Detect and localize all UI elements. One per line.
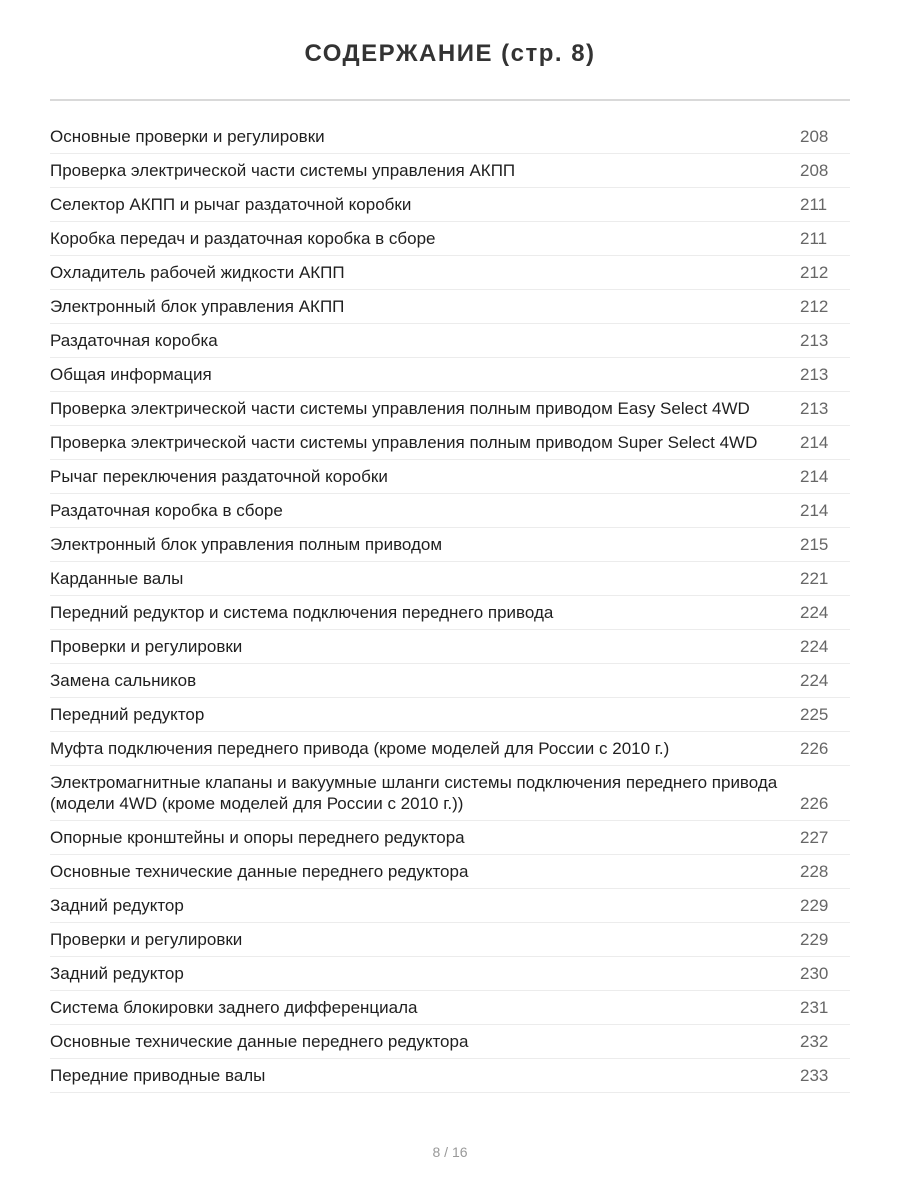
toc-entry[interactable] xyxy=(50,630,850,664)
toc-entry-title: Задний редуктор xyxy=(50,896,184,915)
toc-entry-page: 230 xyxy=(800,964,829,983)
toc-entry-title: Электронный блок управления полным приводом xyxy=(50,535,443,554)
toc-entry-page: 208 xyxy=(800,161,829,180)
toc-entry-title: Селектор АКПП и рычаг раздаточной коробки xyxy=(50,195,412,214)
toc-entry[interactable] xyxy=(50,392,850,426)
toc-entry-title: Основные технические данные переднего редуктора xyxy=(50,1032,469,1051)
toc-entry[interactable] xyxy=(50,1025,850,1059)
toc-entry[interactable] xyxy=(50,957,850,991)
toc-entry-title: Передние приводные валы xyxy=(50,1066,266,1085)
toc-entry[interactable] xyxy=(50,562,850,596)
toc-entry[interactable] xyxy=(50,991,850,1025)
toc-entry[interactable] xyxy=(50,596,850,630)
toc-entry[interactable] xyxy=(50,528,850,562)
toc-entry-page: 233 xyxy=(800,1066,829,1085)
toc-entry-page: 224 xyxy=(800,603,829,622)
toc-entry[interactable] xyxy=(50,889,850,923)
toc-entry-page: 231 xyxy=(800,998,829,1017)
toc-entry[interactable] xyxy=(50,821,850,855)
page-title: СОДЕРЖАНИЕ (стр. 8) xyxy=(304,40,596,67)
toc-entry-title: Система блокировки заднего дифференциала xyxy=(50,998,418,1017)
toc-entry[interactable] xyxy=(50,290,850,324)
toc-entry-page: 211 xyxy=(800,229,828,248)
toc-entry[interactable] xyxy=(50,855,850,889)
toc-entry[interactable] xyxy=(50,154,850,188)
toc-entry-title: Проверки и регулировки xyxy=(50,637,243,656)
toc-entry-title: Проверка электрической части системы управления полным приводом Super Select 4WD xyxy=(50,433,758,452)
toc-entry-title: Электромагнитные клапаны и вакуумные шланги системы подключения переднего привода (модели 4WD (кроме моделей для России с 2010 г.)) xyxy=(50,773,778,813)
toc-entry-title: Замена сальников xyxy=(50,671,197,690)
toc-entry-page: 213 xyxy=(800,399,829,418)
table-of-contents xyxy=(50,120,850,1093)
toc-entry-page: 228 xyxy=(800,862,829,881)
toc-entry-title: Общая информация xyxy=(50,365,212,384)
toc-entry-title: Муфта подключения переднего привода (кроме моделей для России с 2010 г.) xyxy=(50,739,670,758)
toc-entry[interactable] xyxy=(50,460,850,494)
toc-entry[interactable] xyxy=(50,222,850,256)
toc-entry-page: 214 xyxy=(800,467,829,486)
toc-entry-page: 225 xyxy=(800,705,829,724)
toc-entry-title: Основные технические данные переднего редуктора xyxy=(50,862,469,881)
toc-entry-title: Охладитель рабочей жидкости АКПП xyxy=(50,263,345,282)
toc-entry[interactable] xyxy=(50,494,850,528)
toc-entry-title: Электронный блок управления АКПП xyxy=(50,297,345,316)
toc-entry-title: Карданные валы xyxy=(50,569,184,588)
toc-entry-page: 224 xyxy=(800,637,829,656)
toc-entry-title: Раздаточная коробка xyxy=(50,331,218,350)
toc-entry-page: 232 xyxy=(800,1032,829,1051)
toc-entry[interactable] xyxy=(50,766,850,821)
toc-entry-page: 213 xyxy=(800,331,829,350)
toc-entry[interactable] xyxy=(50,358,850,392)
toc-entry[interactable] xyxy=(50,256,850,290)
toc-entry-page: 211 xyxy=(800,195,828,214)
toc-entry-page: 208 xyxy=(800,127,829,146)
toc-entry-title: Передний редуктор xyxy=(50,705,205,724)
toc-entry[interactable] xyxy=(50,664,850,698)
toc-entry-page: 229 xyxy=(800,930,829,949)
toc-entry[interactable] xyxy=(50,188,850,222)
toc-entry[interactable] xyxy=(50,698,850,732)
toc-entry-page: 227 xyxy=(800,828,829,847)
toc-entry[interactable] xyxy=(50,426,850,460)
toc-entry[interactable] xyxy=(50,732,850,766)
toc-entry-title: Передний редуктор и система подключения переднего привода xyxy=(50,603,554,622)
toc-entry[interactable] xyxy=(50,120,850,154)
toc-entry-page: 212 xyxy=(800,297,829,316)
toc-entry-title: Рычаг переключения раздаточной коробки xyxy=(50,467,388,486)
toc-entry-page: 215 xyxy=(800,535,829,554)
toc-entry-title: Проверка электрической части системы управления АКПП xyxy=(50,161,516,180)
toc-entry[interactable] xyxy=(50,1059,850,1093)
toc-entry-page: 213 xyxy=(800,365,829,384)
toc-entry-title: Опорные кронштейны и опоры переднего редуктора xyxy=(50,828,465,847)
toc-entry-page: 224 xyxy=(800,671,829,690)
toc-entry[interactable] xyxy=(50,324,850,358)
toc-entry-page: 221 xyxy=(800,569,829,588)
toc-entry[interactable] xyxy=(50,923,850,957)
toc-entry-title: Основные проверки и регулировки xyxy=(50,127,325,146)
toc-entry-page: 214 xyxy=(800,501,829,520)
toc-entry-page: 212 xyxy=(800,263,829,282)
toc-entry-page: 214 xyxy=(800,433,829,452)
toc-entry-title: Проверка электрической части системы управления полным приводом Easy Select 4WD xyxy=(50,399,750,418)
toc-entry-title: Раздаточная коробка в сборе xyxy=(50,501,283,520)
toc-entry-title: Проверки и регулировки xyxy=(50,930,243,949)
toc-entry-title: Задний редуктор xyxy=(50,964,184,983)
toc-entry-title: Коробка передач и раздаточная коробка в сборе xyxy=(50,229,436,248)
title-divider xyxy=(50,99,850,101)
toc-entry-page: 229 xyxy=(800,896,829,915)
toc-entry-page: 226 xyxy=(800,794,829,813)
page-counter: 8 / 16 xyxy=(432,1144,468,1160)
toc-entry-page: 226 xyxy=(800,739,829,758)
